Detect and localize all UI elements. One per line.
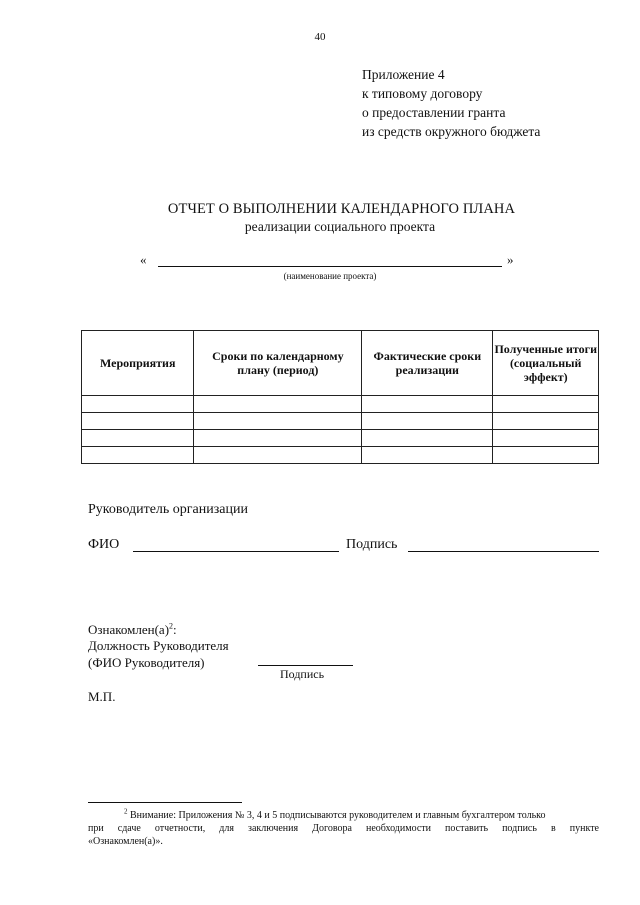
- table-cell[interactable]: [362, 447, 493, 464]
- head-signature-line[interactable]: [258, 665, 353, 666]
- table-cell[interactable]: [194, 413, 362, 430]
- calendar-plan-table: [81, 330, 599, 464]
- table-cell[interactable]: [194, 447, 362, 464]
- table-header-row: [82, 331, 599, 396]
- head-position-label: Должность Руководителя: [88, 638, 229, 653]
- table-row: [82, 430, 599, 447]
- acknowledged-colon: :: [173, 622, 177, 637]
- acknowledged-label: [88, 621, 177, 638]
- head-signature-caption: Подпись: [280, 667, 325, 681]
- table-row: [82, 447, 599, 464]
- footnote-divider: [88, 802, 242, 803]
- fio-label: ФИО: [88, 537, 120, 552]
- appendix-line: Приложение 4: [362, 67, 445, 82]
- report-subtitle: реализации социального проекта: [244, 219, 436, 234]
- table-cell[interactable]: [82, 413, 194, 430]
- table-row: [82, 396, 599, 413]
- footnote-line: «Ознакомлен(а)».: [88, 836, 163, 847]
- header-activities: Мероприятия: [82, 331, 194, 396]
- footnote-number: 2: [124, 807, 128, 816]
- table-cell[interactable]: [82, 430, 194, 447]
- open-quote: «: [140, 252, 147, 267]
- table-row: [82, 413, 599, 430]
- report-title: ОТЧЕТ О ВЫПОЛНЕНИИ КАЛЕНДАРНОГО ПЛАНА: [167, 201, 516, 217]
- table-cell[interactable]: [493, 430, 599, 447]
- table-cell[interactable]: [493, 447, 599, 464]
- table-cell[interactable]: [362, 430, 493, 447]
- fio-field-line[interactable]: [133, 551, 339, 552]
- head-fio-label: (ФИО Руководителя): [88, 655, 205, 670]
- signature-label: Подпись: [346, 537, 398, 552]
- appendix-header: [362, 65, 540, 141]
- acknowledged-text: Ознакомлен(а): [88, 622, 170, 637]
- header-planned-period: Сроки по календарному плану (период): [194, 331, 362, 396]
- page-number: 40: [314, 31, 326, 43]
- table-cell[interactable]: [82, 447, 194, 464]
- project-name-hint: (наименование проекта): [283, 271, 377, 281]
- footnote-ref: 2: [169, 621, 174, 631]
- appendix-line: к типовому договору: [362, 86, 483, 101]
- table-cell[interactable]: [82, 396, 194, 413]
- footnote: [88, 809, 599, 848]
- org-head-label: Руководитель организации: [88, 502, 248, 517]
- seal-place-label: М.П.: [88, 689, 116, 704]
- table-cell[interactable]: [194, 396, 362, 413]
- table-cell[interactable]: [362, 396, 493, 413]
- appendix-line: о предоставлении гранта: [362, 105, 506, 120]
- header-actual-period: Фактические сроки реализации: [362, 331, 493, 396]
- table-cell[interactable]: [493, 413, 599, 430]
- header-results: Полученные итоги (социальный эффект): [493, 331, 599, 396]
- footnote-text: Внимание: Приложения № 3, 4 и 5 подписываются руководителем и главным бухгалтером только: [130, 810, 546, 821]
- close-quote: »: [507, 252, 514, 267]
- table-cell[interactable]: [493, 396, 599, 413]
- footnote-line: [88, 809, 599, 822]
- project-name-line[interactable]: [158, 266, 502, 267]
- table-cell[interactable]: [194, 430, 362, 447]
- table-cell[interactable]: [362, 413, 493, 430]
- appendix-line: из средств окружного бюджета: [362, 124, 541, 139]
- signature-field-line[interactable]: [408, 551, 599, 552]
- footnote-line: при сдаче отчетности, для заключения Договора необходимости поставить подпись в пункте: [88, 823, 599, 834]
